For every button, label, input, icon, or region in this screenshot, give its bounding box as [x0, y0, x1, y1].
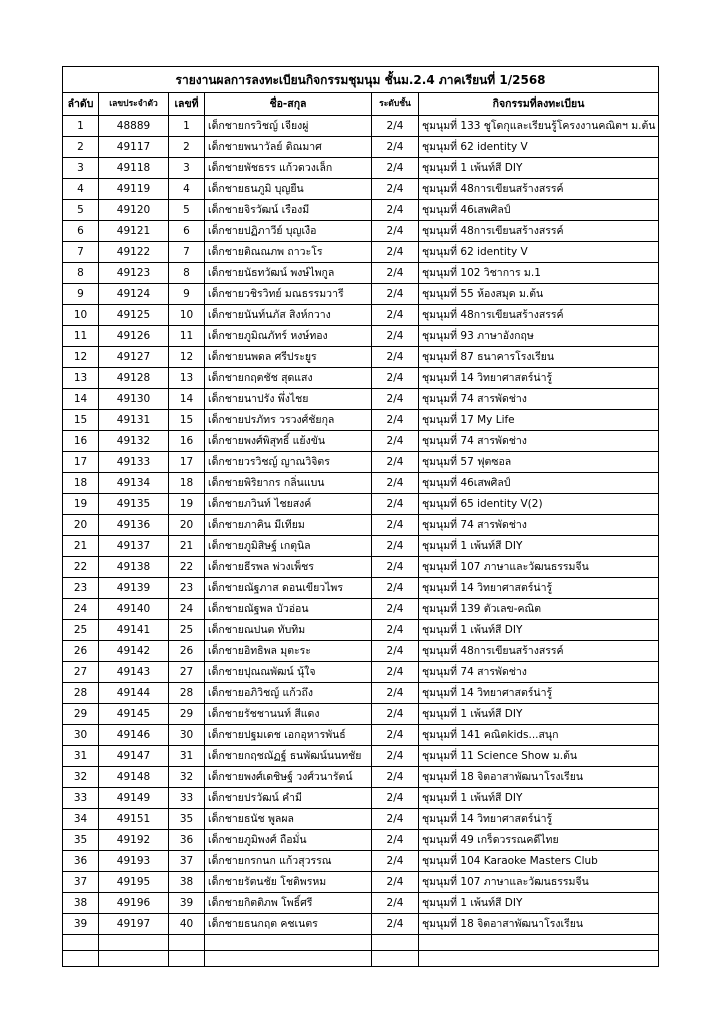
cell-number: 1	[169, 116, 205, 137]
cell-level: 2/4	[372, 431, 419, 452]
cell-level: 2/4	[372, 830, 419, 851]
cell-number: 39	[169, 893, 205, 914]
cell-name: เด็กชายพงศ์พิสุทธิ์ แย้งขัน	[205, 431, 372, 452]
table-row	[63, 830, 659, 851]
cell-student-id: 48889	[99, 116, 169, 137]
cell-number: 28	[169, 683, 205, 704]
cell-student-id: 49195	[99, 872, 169, 893]
cell-level: 2/4	[372, 347, 419, 368]
cell-order: 22	[63, 557, 99, 578]
cell-activity: ชุมนุมที่ 11 Science Show ม.ต้น	[419, 746, 659, 767]
table-row	[63, 872, 659, 893]
cell-order: 15	[63, 410, 99, 431]
empty-cell	[419, 951, 659, 967]
registration-table	[62, 66, 659, 967]
cell-activity: ชุมนุมที่ 62 identity V	[419, 242, 659, 263]
cell-order: 23	[63, 578, 99, 599]
cell-activity: ชุมนุมที่ 139 ตัวเลข-คณิต	[419, 599, 659, 620]
cell-activity: ชุมนุมที่ 48การเขียนสร้างสรรค์	[419, 641, 659, 662]
cell-number: 25	[169, 620, 205, 641]
empty-cell	[169, 935, 205, 951]
cell-number: 13	[169, 368, 205, 389]
header-number: เลขที่	[169, 93, 205, 116]
cell-level: 2/4	[372, 914, 419, 935]
cell-order: 19	[63, 494, 99, 515]
cell-order: 12	[63, 347, 99, 368]
cell-level: 2/4	[372, 242, 419, 263]
cell-activity: ชุมนุมที่ 14 วิทยาศาสตร์น่ารู้	[419, 368, 659, 389]
cell-name: เด็กชายนาปรัง พึ่งไชย	[205, 389, 372, 410]
table-row	[63, 137, 659, 158]
cell-activity: ชุมนุมที่ 1 เพ้นท์สี DIY	[419, 620, 659, 641]
cell-activity: ชุมนุมที่ 107 ภาษาและวัฒนธรรมจีน	[419, 872, 659, 893]
cell-level: 2/4	[372, 788, 419, 809]
empty-row	[63, 951, 659, 967]
cell-level: 2/4	[372, 599, 419, 620]
cell-order: 30	[63, 725, 99, 746]
cell-student-id: 49119	[99, 179, 169, 200]
cell-order: 38	[63, 893, 99, 914]
cell-order: 37	[63, 872, 99, 893]
cell-student-id: 49143	[99, 662, 169, 683]
cell-student-id: 49151	[99, 809, 169, 830]
cell-student-id: 49135	[99, 494, 169, 515]
cell-level: 2/4	[372, 137, 419, 158]
cell-name: เด็กชายอิทธิพล มุตะระ	[205, 641, 372, 662]
table-row	[63, 914, 659, 935]
table-row	[63, 158, 659, 179]
cell-activity: ชุมนุมที่ 62 identity V	[419, 137, 659, 158]
cell-activity: ชุมนุมที่ 87 ธนาคารโรงเรียน	[419, 347, 659, 368]
header-order: ลำดับ	[63, 93, 99, 116]
cell-order: 4	[63, 179, 99, 200]
cell-activity: ชุมนุมที่ 14 วิทยาศาสตร์น่ารู้	[419, 809, 659, 830]
cell-order: 13	[63, 368, 99, 389]
cell-name: เด็กชายนพดล ศรีประยูร	[205, 347, 372, 368]
cell-activity: ชุมนุมที่ 14 วิทยาศาสตร์น่ารู้	[419, 578, 659, 599]
cell-level: 2/4	[372, 767, 419, 788]
cell-level: 2/4	[372, 389, 419, 410]
cell-order: 28	[63, 683, 99, 704]
cell-order: 33	[63, 788, 99, 809]
table-row	[63, 557, 659, 578]
table-row	[63, 788, 659, 809]
cell-name: เด็กชายอภิวิชญ์ แก้วถึง	[205, 683, 372, 704]
cell-level: 2/4	[372, 872, 419, 893]
table-row	[63, 284, 659, 305]
cell-student-id: 49131	[99, 410, 169, 431]
cell-number: 7	[169, 242, 205, 263]
table-body	[63, 116, 659, 967]
cell-order: 5	[63, 200, 99, 221]
header-level: ระดับชั้น	[372, 93, 419, 116]
cell-level: 2/4	[372, 200, 419, 221]
cell-order: 25	[63, 620, 99, 641]
cell-activity: ชุมนุมที่ 14 วิทยาศาสตร์น่ารู้	[419, 683, 659, 704]
table-row	[63, 620, 659, 641]
table-row	[63, 599, 659, 620]
cell-name: เด็กชายพนาวัลย์ ดิณมาศ	[205, 137, 372, 158]
table-row	[63, 515, 659, 536]
cell-order: 29	[63, 704, 99, 725]
cell-number: 30	[169, 725, 205, 746]
cell-order: 6	[63, 221, 99, 242]
empty-cell	[99, 935, 169, 951]
cell-name: เด็กชายปฏิภาวีย์ บุญเงือ	[205, 221, 372, 242]
cell-student-id: 49134	[99, 473, 169, 494]
cell-number: 26	[169, 641, 205, 662]
cell-student-id: 49141	[99, 620, 169, 641]
cell-student-id: 49147	[99, 746, 169, 767]
cell-activity: ชุมนุมที่ 93 ภาษาอังกฤษ	[419, 326, 659, 347]
cell-number: 29	[169, 704, 205, 725]
cell-name: เด็กชายปุณณพัฒน์ นุ้ใจ	[205, 662, 372, 683]
cell-order: 20	[63, 515, 99, 536]
cell-name: เด็กชายพิริยากร กลิ่นแบน	[205, 473, 372, 494]
cell-student-id: 49118	[99, 158, 169, 179]
header-student-id: เลขประจำตัว	[99, 93, 169, 116]
cell-name: เด็กชายกฤชณัฏฐ์ ธนพัฒน์นนทชัย	[205, 746, 372, 767]
report-title: รายงานผลการลงทะเบียนกิจกรรมชุมนุม ชั้นม.2.4 ภาคเรียนที่ 1/2568	[63, 67, 659, 93]
cell-number: 3	[169, 158, 205, 179]
cell-activity: ชุมนุมที่ 1 เพ้นท์สี DIY	[419, 893, 659, 914]
cell-student-id: 49197	[99, 914, 169, 935]
cell-level: 2/4	[372, 326, 419, 347]
cell-activity: ชุมนุมที่ 1 เพ้นท์สี DIY	[419, 704, 659, 725]
cell-number: 18	[169, 473, 205, 494]
cell-activity: ชุมนุมที่ 1 เพ้นท์สี DIY	[419, 788, 659, 809]
cell-number: 36	[169, 830, 205, 851]
cell-activity: ชุมนุมที่ 104 Karaoke Masters Club	[419, 851, 659, 872]
table-row	[63, 536, 659, 557]
table-row	[63, 641, 659, 662]
cell-activity: ชุมนุมที่ 48การเขียนสร้างสรรค์	[419, 221, 659, 242]
cell-level: 2/4	[372, 557, 419, 578]
table-row	[63, 746, 659, 767]
cell-level: 2/4	[372, 158, 419, 179]
cell-name: เด็กชายภูมิพงศ์ ถือมั่น	[205, 830, 372, 851]
cell-number: 22	[169, 557, 205, 578]
cell-name: เด็กชายกฤตชัช สุดแสง	[205, 368, 372, 389]
cell-level: 2/4	[372, 809, 419, 830]
cell-student-id: 49149	[99, 788, 169, 809]
table-row	[63, 179, 659, 200]
cell-order: 35	[63, 830, 99, 851]
table-row	[63, 305, 659, 326]
cell-name: เด็กชายปรวัฒน์ คำมี	[205, 788, 372, 809]
cell-level: 2/4	[372, 536, 419, 557]
cell-student-id: 49120	[99, 200, 169, 221]
table-row	[63, 347, 659, 368]
cell-number: 16	[169, 431, 205, 452]
cell-number: 20	[169, 515, 205, 536]
empty-cell	[99, 951, 169, 967]
cell-activity: ชุมนุมที่ 107 ภาษาและวัฒนธรรมจีน	[419, 557, 659, 578]
cell-activity: ชุมนุมที่ 1 เพ้นท์สี DIY	[419, 536, 659, 557]
cell-activity: ชุมนุมที่ 18 จิตอาสาพัฒนาโรงเรียน	[419, 767, 659, 788]
cell-student-id: 49142	[99, 641, 169, 662]
table-row	[63, 704, 659, 725]
empty-cell	[372, 951, 419, 967]
cell-student-id: 49127	[99, 347, 169, 368]
header-activity: กิจกรรมที่ลงทะเบียน	[419, 93, 659, 116]
table-row	[63, 326, 659, 347]
empty-cell	[205, 935, 372, 951]
cell-student-id: 49125	[99, 305, 169, 326]
cell-number: 19	[169, 494, 205, 515]
table-row	[63, 242, 659, 263]
table-row	[63, 116, 659, 137]
table-row	[63, 200, 659, 221]
cell-activity: ชุมนุมที่ 65 identity V(2)	[419, 494, 659, 515]
cell-order: 24	[63, 599, 99, 620]
table-row	[63, 263, 659, 284]
cell-level: 2/4	[372, 452, 419, 473]
cell-activity: ชุมนุมที่ 74 สารพัดช่าง	[419, 389, 659, 410]
cell-activity: ชุมนุมที่ 49 เกร็ดวรรณคดีไทย	[419, 830, 659, 851]
table-row	[63, 452, 659, 473]
cell-level: 2/4	[372, 305, 419, 326]
table-row	[63, 410, 659, 431]
cell-activity: ชุมนุมที่ 48การเขียนสร้างสรรค์	[419, 179, 659, 200]
table-row	[63, 662, 659, 683]
cell-name: เด็กชายพัชธรร แก้วดวงเล็ก	[205, 158, 372, 179]
table-row	[63, 893, 659, 914]
cell-order: 32	[63, 767, 99, 788]
cell-student-id: 49139	[99, 578, 169, 599]
cell-activity: ชุมนุมที่ 17 My Life	[419, 410, 659, 431]
cell-name: เด็กชายกรกนก แก้วสุวรรณ	[205, 851, 372, 872]
cell-activity: ชุมนุมที่ 74 สารพัดช่าง	[419, 515, 659, 536]
cell-name: เด็กชายกรวิชญ์ เจียงผู่	[205, 116, 372, 137]
cell-student-id: 49148	[99, 767, 169, 788]
cell-number: 15	[169, 410, 205, 431]
cell-level: 2/4	[372, 179, 419, 200]
cell-number: 12	[169, 347, 205, 368]
cell-activity: ชุมนุมที่ 18 จิตอาสาพัฒนาโรงเรียน	[419, 914, 659, 935]
cell-activity: ชุมนุมที่ 48การเขียนสร้างสรรค์	[419, 305, 659, 326]
cell-level: 2/4	[372, 620, 419, 641]
cell-name: เด็กชายธนัช พูลผล	[205, 809, 372, 830]
cell-order: 21	[63, 536, 99, 557]
cell-number: 23	[169, 578, 205, 599]
cell-student-id: 49193	[99, 851, 169, 872]
cell-activity: ชุมนุมที่ 133 ชูโดกุและเรียนรู้โครงงานคณิตฯ ม.ต้น	[419, 116, 659, 137]
cell-name: เด็กชายภูมิสิษฐ์ เกตุนิล	[205, 536, 372, 557]
cell-number: 32	[169, 767, 205, 788]
cell-name: เด็กชายติณณภพ ถาวะโร	[205, 242, 372, 263]
cell-level: 2/4	[372, 704, 419, 725]
cell-order: 39	[63, 914, 99, 935]
cell-student-id: 49138	[99, 557, 169, 578]
cell-student-id: 49117	[99, 137, 169, 158]
cell-order: 7	[63, 242, 99, 263]
cell-name: เด็กชายณปนต ทับทิม	[205, 620, 372, 641]
table-row	[63, 851, 659, 872]
cell-number: 4	[169, 179, 205, 200]
cell-number: 33	[169, 788, 205, 809]
cell-activity: ชุมนุมที่ 57 ฟุตซอล	[419, 452, 659, 473]
cell-activity: ชุมนุมที่ 46เสพศิลป์	[419, 473, 659, 494]
cell-level: 2/4	[372, 368, 419, 389]
cell-student-id: 49130	[99, 389, 169, 410]
cell-name: เด็กชายพงศ์เดชิษฐ์ วงศ์วนารัตน์	[205, 767, 372, 788]
cell-order: 34	[63, 809, 99, 830]
cell-order: 9	[63, 284, 99, 305]
cell-name: เด็กชายนัธทวัฒน์ พงษ์ไพกูล	[205, 263, 372, 284]
cell-order: 27	[63, 662, 99, 683]
cell-level: 2/4	[372, 410, 419, 431]
cell-student-id: 49145	[99, 704, 169, 725]
cell-order: 8	[63, 263, 99, 284]
cell-name: เด็กชายภวินท์ ไชยสงค์	[205, 494, 372, 515]
table-row	[63, 221, 659, 242]
cell-number: 40	[169, 914, 205, 935]
cell-activity: ชุมนุมที่ 102 วิชาการ ม.1	[419, 263, 659, 284]
cell-number: 11	[169, 326, 205, 347]
empty-cell	[63, 951, 99, 967]
cell-level: 2/4	[372, 221, 419, 242]
cell-name: เด็กชายปรภัทร วรวงศ์ชัยกุล	[205, 410, 372, 431]
cell-order: 16	[63, 431, 99, 452]
cell-level: 2/4	[372, 515, 419, 536]
cell-name: เด็กชายกิตติภพ โพธิ์ศรี	[205, 893, 372, 914]
cell-student-id: 49196	[99, 893, 169, 914]
cell-student-id: 49123	[99, 263, 169, 284]
cell-number: 35	[169, 809, 205, 830]
cell-student-id: 49132	[99, 431, 169, 452]
cell-level: 2/4	[372, 263, 419, 284]
cell-number: 9	[169, 284, 205, 305]
table-row	[63, 368, 659, 389]
registration-report	[62, 66, 658, 967]
cell-number: 17	[169, 452, 205, 473]
table-row	[63, 809, 659, 830]
cell-number: 8	[169, 263, 205, 284]
cell-number: 21	[169, 536, 205, 557]
cell-order: 10	[63, 305, 99, 326]
cell-name: เด็กชายธีรพล พ่วงเพ็ชร	[205, 557, 372, 578]
cell-name: เด็กชายจิรวัฒน์ เรืองมี	[205, 200, 372, 221]
cell-level: 2/4	[372, 746, 419, 767]
cell-student-id: 49146	[99, 725, 169, 746]
cell-level: 2/4	[372, 284, 419, 305]
cell-activity: ชุมนุมที่ 141 คณิตkids...สนุก	[419, 725, 659, 746]
cell-order: 14	[63, 389, 99, 410]
table-row	[63, 767, 659, 788]
cell-number: 38	[169, 872, 205, 893]
cell-student-id: 49124	[99, 284, 169, 305]
table-row	[63, 473, 659, 494]
cell-activity: ชุมนุมที่ 74 สารพัดช่าง	[419, 662, 659, 683]
cell-activity: ชุมนุมที่ 55 ห้องสมุด ม.ต้น	[419, 284, 659, 305]
empty-cell	[419, 935, 659, 951]
cell-name: เด็กชายภูมิณภัทร์ หงษ์ทอง	[205, 326, 372, 347]
table-row	[63, 431, 659, 452]
cell-level: 2/4	[372, 641, 419, 662]
cell-name: เด็กชายณัฐพล บัวอ่อน	[205, 599, 372, 620]
cell-level: 2/4	[372, 473, 419, 494]
table-row	[63, 725, 659, 746]
cell-student-id: 49192	[99, 830, 169, 851]
cell-number: 6	[169, 221, 205, 242]
cell-level: 2/4	[372, 683, 419, 704]
cell-order: 1	[63, 116, 99, 137]
cell-student-id: 49133	[99, 452, 169, 473]
empty-cell	[205, 951, 372, 967]
cell-student-id: 49121	[99, 221, 169, 242]
cell-name: เด็กชายรัชชานนท์ สีแดง	[205, 704, 372, 725]
table-row	[63, 389, 659, 410]
empty-cell	[63, 935, 99, 951]
cell-activity: ชุมนุมที่ 1 เพ้นท์สี DIY	[419, 158, 659, 179]
table-row	[63, 578, 659, 599]
cell-order: 11	[63, 326, 99, 347]
cell-level: 2/4	[372, 893, 419, 914]
cell-level: 2/4	[372, 662, 419, 683]
cell-number: 24	[169, 599, 205, 620]
cell-activity: ชุมนุมที่ 46เสพศิลป์	[419, 200, 659, 221]
cell-order: 18	[63, 473, 99, 494]
cell-number: 10	[169, 305, 205, 326]
cell-order: 2	[63, 137, 99, 158]
cell-name: เด็กชายวชิรวิทย์ มณธรรมวารี	[205, 284, 372, 305]
cell-name: เด็กชายธนกฤต คชเนตร	[205, 914, 372, 935]
table-row	[63, 683, 659, 704]
cell-number: 37	[169, 851, 205, 872]
cell-level: 2/4	[372, 725, 419, 746]
empty-row	[63, 935, 659, 951]
table-row	[63, 494, 659, 515]
cell-order: 3	[63, 158, 99, 179]
header-name: ชื่อ-สกุล	[205, 93, 372, 116]
cell-number: 2	[169, 137, 205, 158]
cell-name: เด็กชายธนภูมิ บุญยืน	[205, 179, 372, 200]
empty-cell	[169, 951, 205, 967]
cell-student-id: 49136	[99, 515, 169, 536]
cell-number: 31	[169, 746, 205, 767]
cell-order: 17	[63, 452, 99, 473]
cell-level: 2/4	[372, 851, 419, 872]
cell-name: เด็กชายวรวิชญ์ ญาณวิจิตร	[205, 452, 372, 473]
cell-number: 5	[169, 200, 205, 221]
cell-number: 14	[169, 389, 205, 410]
cell-order: 26	[63, 641, 99, 662]
cell-student-id: 49122	[99, 242, 169, 263]
cell-level: 2/4	[372, 578, 419, 599]
cell-order: 36	[63, 851, 99, 872]
empty-cell	[372, 935, 419, 951]
cell-student-id: 49126	[99, 326, 169, 347]
cell-student-id: 49140	[99, 599, 169, 620]
cell-order: 31	[63, 746, 99, 767]
cell-name: เด็กชายปฐมเดช เอกอุหารพันธ์	[205, 725, 372, 746]
cell-name: เด็กชายรัตนชัย โชติพรหม	[205, 872, 372, 893]
cell-activity: ชุมนุมที่ 74 สารพัดช่าง	[419, 431, 659, 452]
table-header-row	[63, 93, 659, 116]
cell-student-id: 49144	[99, 683, 169, 704]
cell-student-id: 49128	[99, 368, 169, 389]
cell-number: 27	[169, 662, 205, 683]
cell-name: เด็กชายณัฐภาส ดอนเขียวไพร	[205, 578, 372, 599]
cell-student-id: 49137	[99, 536, 169, 557]
cell-level: 2/4	[372, 494, 419, 515]
cell-name: เด็กชายนันท์นภัส สิงห์กวาง	[205, 305, 372, 326]
cell-name: เด็กชายภาคิน มีเทียม	[205, 515, 372, 536]
cell-level: 2/4	[372, 116, 419, 137]
